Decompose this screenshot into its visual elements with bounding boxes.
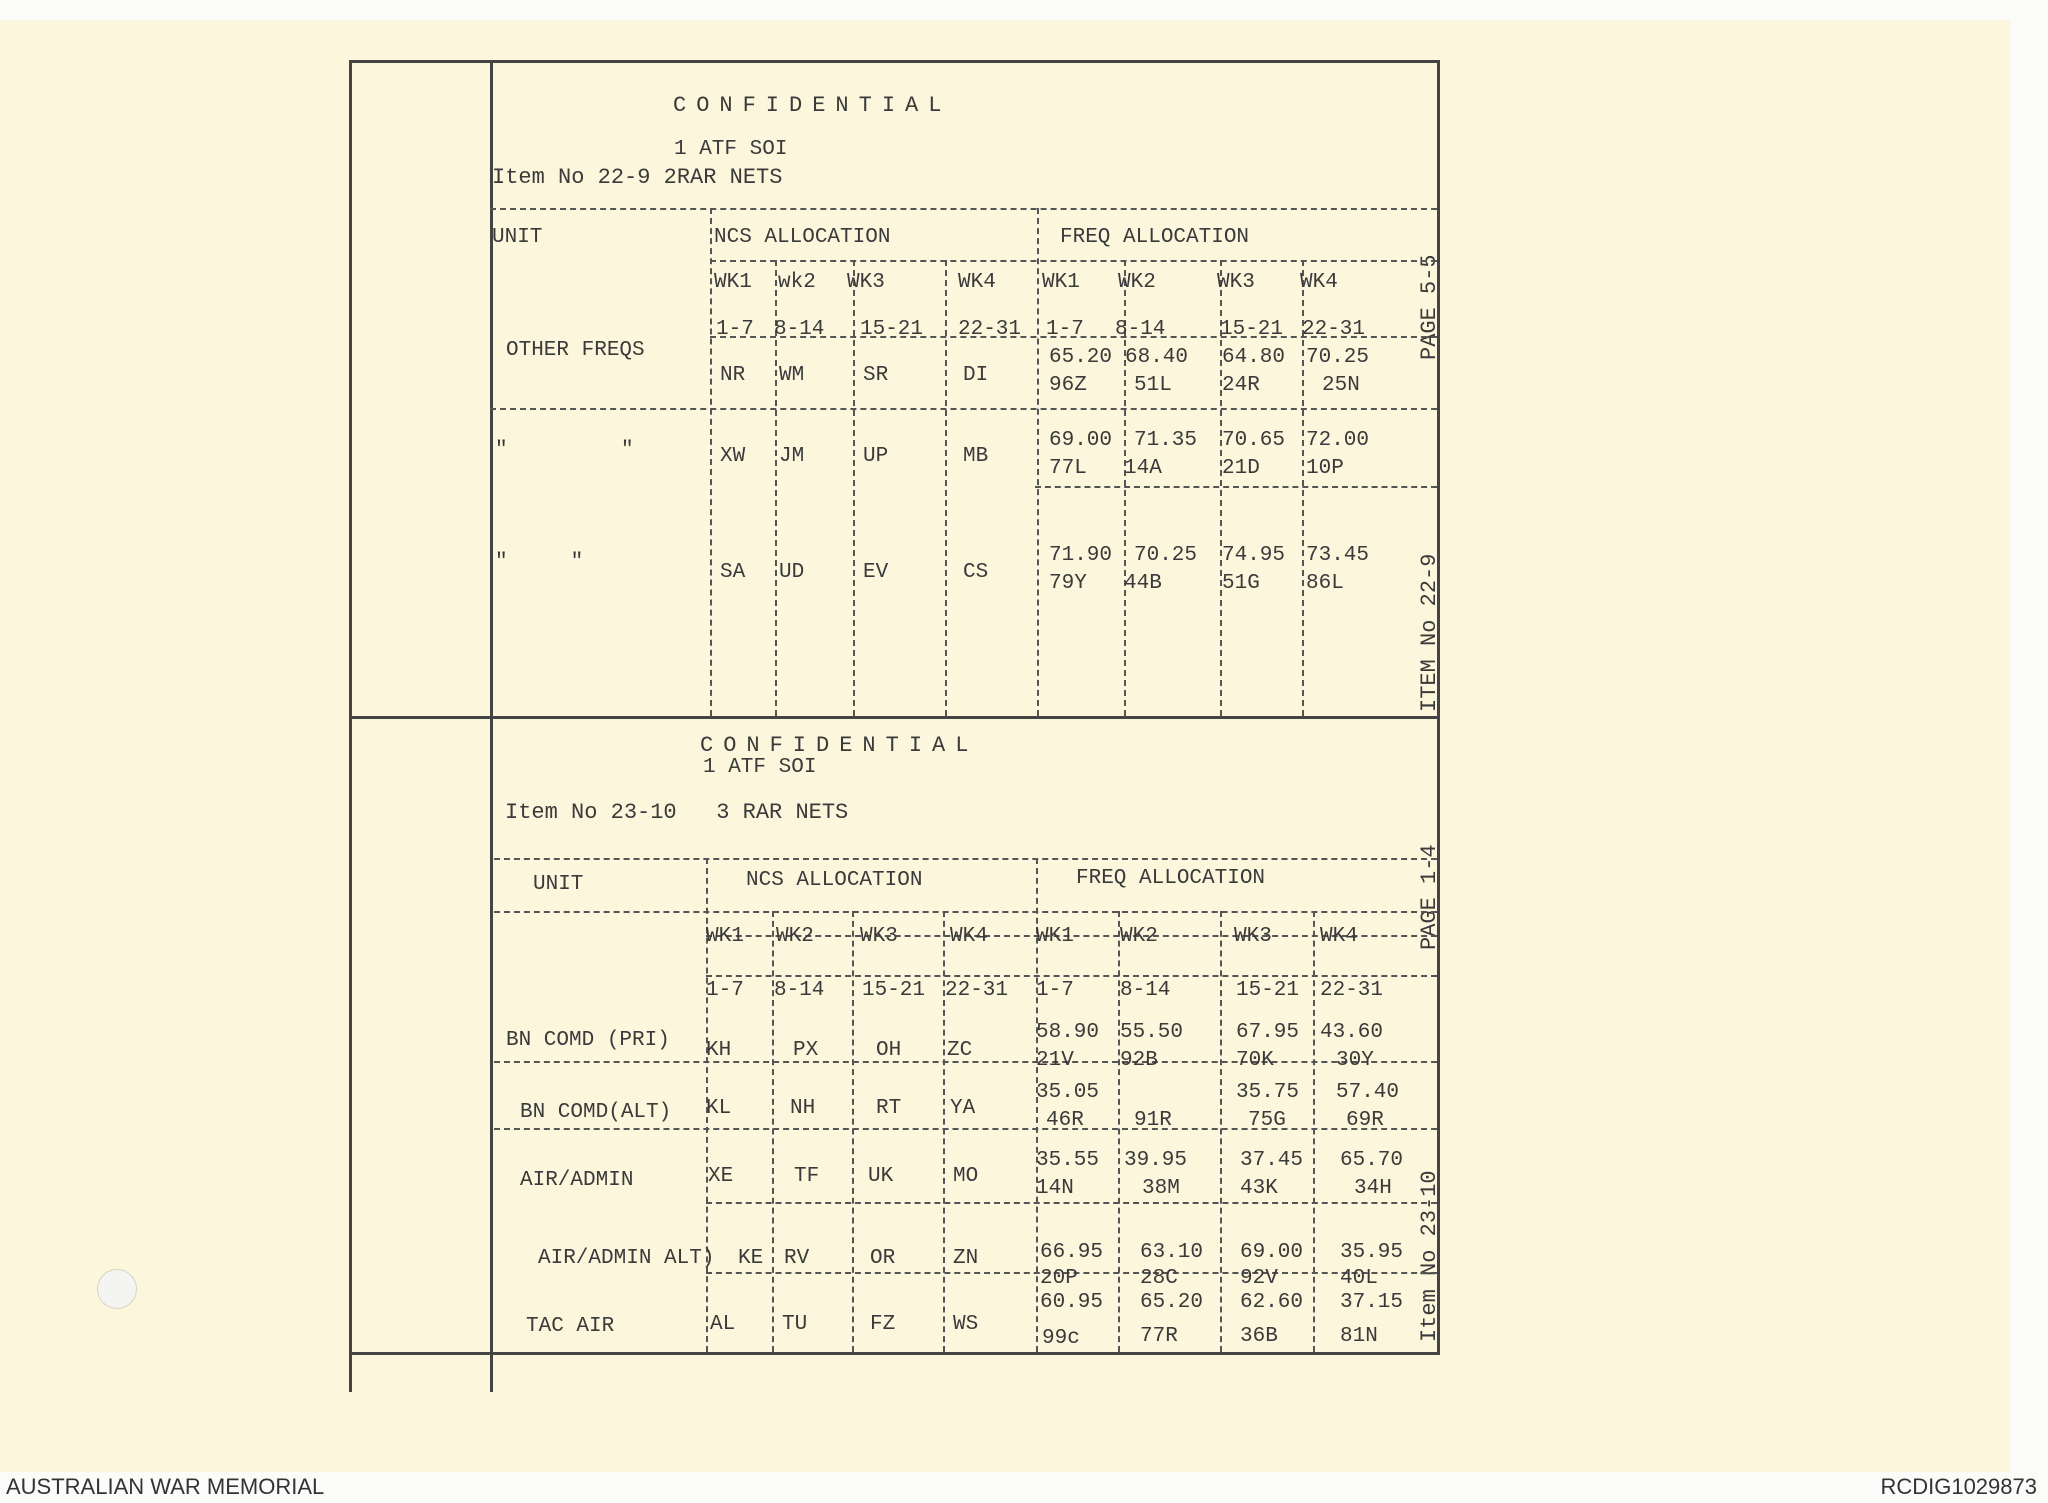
s2-r2-f3: 35.75 bbox=[1236, 1081, 1300, 1104]
s2-r1-c1: 21V bbox=[1036, 1049, 1074, 1072]
s1-r3-f3: 74.95 bbox=[1222, 544, 1286, 567]
s2-r1-unit: BN COMD (PRI) bbox=[506, 1029, 670, 1052]
s1-header-ncs: NCS ALLOCATION bbox=[714, 226, 891, 249]
s2-r2-n4: YA bbox=[950, 1097, 976, 1120]
s2-r3-n2: TF bbox=[794, 1165, 820, 1188]
s1-r3-c2: 44B bbox=[1124, 572, 1162, 595]
s1-r2-c1: 77L bbox=[1049, 457, 1087, 480]
s1-col-n3 bbox=[853, 260, 855, 716]
s2-r2-c3: 75G bbox=[1248, 1109, 1286, 1132]
s1-line-row1 bbox=[490, 408, 1437, 410]
s1-r1-c4: 25N bbox=[1322, 374, 1360, 397]
s1-day-n2: 8-14 bbox=[774, 318, 825, 341]
s1-r3-f4: 73.45 bbox=[1306, 544, 1370, 567]
s1-week-n3: WK3 bbox=[847, 271, 885, 294]
s1-week-f1: WK1 bbox=[1042, 271, 1080, 294]
s2-r5-f4: 37.15 bbox=[1340, 1291, 1404, 1314]
s2-col-f4 bbox=[1313, 911, 1315, 1352]
s1-week-n2: wk2 bbox=[778, 271, 816, 294]
s2-day-f1: 1-7 bbox=[1036, 979, 1074, 1002]
s1-subheading: 1 ATF SOI bbox=[674, 138, 788, 161]
s2-r1-n1: KH bbox=[706, 1039, 732, 1062]
s1-item-title: Item No 22-9 2RAR NETS bbox=[492, 165, 783, 190]
s2-r5-n2: TU bbox=[782, 1313, 808, 1336]
s1-r2-n4: MB bbox=[963, 445, 989, 468]
s2-line-row2 bbox=[494, 1128, 1437, 1130]
s1-r3-n1: SA bbox=[720, 561, 746, 584]
s2-r2-c1: 46R bbox=[1046, 1109, 1084, 1132]
s1-col-freq bbox=[1037, 208, 1039, 716]
s2-r3-f3: 37.45 bbox=[1240, 1149, 1304, 1172]
s2-r5-unit: TAC AIR bbox=[526, 1315, 615, 1338]
s2-r4-c2: 28C bbox=[1140, 1267, 1178, 1290]
s2-item-title: Item No 23-10 3 RAR NETS bbox=[505, 800, 849, 825]
s1-r2-n2: JM bbox=[779, 445, 805, 468]
s1-r1-c3: 24R bbox=[1222, 374, 1260, 397]
s2-line-weeks bbox=[494, 911, 1437, 913]
s2-week-f2: WK2 bbox=[1120, 925, 1158, 948]
s2-heading: CONFIDENTIAL bbox=[700, 733, 979, 758]
s2-r4-c1: 20P bbox=[1040, 1267, 1078, 1290]
outer-bottom-border bbox=[349, 1352, 1439, 1355]
s1-r1-unit: OTHER FREQS bbox=[506, 339, 645, 362]
s2-week-n4: WK4 bbox=[950, 925, 988, 948]
s1-r2-n1: XW bbox=[720, 445, 746, 468]
s2-r3-c4: 34H bbox=[1354, 1177, 1392, 1200]
s2-r3-c1: 14N bbox=[1036, 1177, 1074, 1200]
s2-r2-c4: 69R bbox=[1346, 1109, 1384, 1132]
s2-r3-n1: XE bbox=[708, 1165, 734, 1188]
s1-r2-c2: 14A bbox=[1124, 457, 1162, 480]
s1-r2-f1: 69.00 bbox=[1049, 429, 1113, 452]
s1-col-unit bbox=[710, 208, 712, 716]
s2-r5-c3: 36B bbox=[1240, 1325, 1278, 1348]
s2-r4-f1: 66.95 bbox=[1040, 1241, 1104, 1264]
s1-r3-n3: EV bbox=[863, 561, 889, 584]
margin-border bbox=[490, 60, 493, 1392]
s2-r3-f1: 35.55 bbox=[1036, 1149, 1100, 1172]
s2-col-n3 bbox=[852, 911, 854, 1352]
s2-subheading: 1 ATF SOI bbox=[703, 756, 817, 779]
s1-day-f4: 22-31 bbox=[1302, 318, 1366, 341]
s2-col-f3 bbox=[1220, 911, 1222, 1352]
s1-heading: CONFIDENTIAL bbox=[673, 93, 952, 118]
s2-day-n3: 15-21 bbox=[862, 979, 926, 1002]
s1-r3-n4: CS bbox=[963, 561, 989, 584]
s1-r1-c2: 51L bbox=[1134, 374, 1172, 397]
s2-r1-f3: 67.95 bbox=[1236, 1021, 1300, 1044]
s2-r4-n4: ZN bbox=[953, 1247, 979, 1270]
document-page bbox=[0, 20, 2010, 1472]
s1-week-f3: WK3 bbox=[1217, 271, 1255, 294]
s1-r1-n1: NR bbox=[720, 364, 746, 387]
s2-day-f3: 15-21 bbox=[1236, 979, 1300, 1002]
s2-r1-f2: 55.50 bbox=[1120, 1021, 1184, 1044]
s1-r2-f4: 72.00 bbox=[1306, 429, 1370, 452]
s2-r4-f3: 69.00 bbox=[1240, 1241, 1304, 1264]
s2-r5-n1: AL bbox=[710, 1313, 736, 1336]
s1-r3-n2: UD bbox=[779, 561, 805, 584]
s1-r1-n4: DI bbox=[963, 364, 989, 387]
s2-header-unit: UNIT bbox=[533, 873, 584, 896]
s2-day-n2: 8-14 bbox=[774, 979, 825, 1002]
s2-r5-f1: 60.95 bbox=[1040, 1291, 1104, 1314]
s2-header-freq: FREQ ALLOCATION bbox=[1076, 867, 1266, 890]
footer-reference: RCDIG1029873 bbox=[1880, 1474, 2037, 1499]
s1-r2-f3: 70.65 bbox=[1222, 429, 1286, 452]
s1-r2-unit: " " bbox=[495, 439, 634, 462]
s1-header-freq: FREQ ALLOCATION bbox=[1060, 226, 1250, 249]
s1-r3-c1: 79Y bbox=[1049, 572, 1087, 595]
s2-r3-f2: 39.95 bbox=[1124, 1149, 1188, 1172]
s1-week-n4: WK4 bbox=[958, 271, 996, 294]
s1-line-weeks bbox=[710, 260, 1437, 262]
s1-r2-c3: 21D bbox=[1222, 457, 1260, 480]
outer-left-border bbox=[349, 60, 352, 1392]
s2-day-n1: 1-7 bbox=[706, 979, 744, 1002]
s2-r3-n3: UK bbox=[868, 1165, 894, 1188]
s2-r1-c4: 30Y bbox=[1336, 1049, 1374, 1072]
s2-side-item: Item No 23-10 bbox=[1417, 1170, 1442, 1342]
s2-r1-f1: 58.90 bbox=[1036, 1021, 1100, 1044]
s2-r2-f4: 57.40 bbox=[1336, 1081, 1400, 1104]
s1-header-unit: UNIT bbox=[492, 226, 543, 249]
s2-day-f4: 22-31 bbox=[1320, 979, 1384, 1002]
s2-week-f4: WK4 bbox=[1320, 925, 1358, 948]
s1-day-n4: 22-31 bbox=[958, 318, 1022, 341]
s1-side-item: ITEM No 22-9 bbox=[1417, 553, 1442, 712]
s2-r5-f3: 62.60 bbox=[1240, 1291, 1304, 1314]
s2-r4-n1: KE bbox=[738, 1247, 764, 1270]
s1-r1-f3: 64.80 bbox=[1222, 346, 1286, 369]
s2-r5-n4: WS bbox=[953, 1313, 979, 1336]
s2-r3-f4: 65.70 bbox=[1340, 1149, 1404, 1172]
outer-top-border bbox=[349, 60, 1439, 63]
s2-r4-n2: RV bbox=[784, 1247, 810, 1270]
s2-r1-n3: OH bbox=[876, 1039, 902, 1062]
s2-r2-unit: BN COMD(ALT) bbox=[520, 1101, 672, 1124]
s2-line-row3 bbox=[706, 1202, 1437, 1204]
s2-r5-n3: FZ bbox=[870, 1313, 896, 1336]
s2-r1-c2: 92B bbox=[1120, 1049, 1158, 1072]
s1-r3-c3: 51G bbox=[1222, 572, 1260, 595]
s1-r1-n3: SR bbox=[863, 364, 889, 387]
s2-week-n2: WK2 bbox=[776, 925, 814, 948]
s1-r3-c4: 86L bbox=[1306, 572, 1344, 595]
s1-r1-f1: 65.20 bbox=[1049, 346, 1113, 369]
s2-header-ncs: NCS ALLOCATION bbox=[746, 869, 923, 892]
s1-side-page: PAGE 5-5 bbox=[1417, 254, 1442, 360]
s2-line-top bbox=[494, 858, 1437, 860]
s1-r1-f2: 68.40 bbox=[1125, 346, 1189, 369]
s2-r4-f2: 63.10 bbox=[1140, 1241, 1204, 1264]
s2-r5-f2: 65.20 bbox=[1140, 1291, 1204, 1314]
s2-r2-n2: NH bbox=[790, 1097, 816, 1120]
s2-week-f3: WK3 bbox=[1234, 925, 1272, 948]
s1-week-f4: WK4 bbox=[1300, 271, 1338, 294]
s1-week-n1: WK1 bbox=[714, 271, 752, 294]
section-divider bbox=[349, 716, 1439, 719]
s2-r5-c4: 81N bbox=[1340, 1325, 1378, 1348]
s1-col-n4 bbox=[945, 260, 947, 716]
s2-r1-n4: ZC bbox=[947, 1039, 973, 1062]
s2-r4-f4: 35.95 bbox=[1340, 1241, 1404, 1264]
s2-r4-c4: 40L bbox=[1340, 1267, 1378, 1290]
s1-r1-c1: 96Z bbox=[1049, 374, 1087, 397]
s1-day-f2: 8-14 bbox=[1115, 318, 1166, 341]
s1-r3-f1: 71.90 bbox=[1049, 544, 1113, 567]
s1-r3-unit: " " bbox=[495, 551, 584, 574]
s2-r4-c3: 92V bbox=[1240, 1267, 1278, 1290]
s1-day-f3: 15-21 bbox=[1220, 318, 1284, 341]
s1-day-n1: 1-7 bbox=[716, 318, 754, 341]
s2-week-n3: WK3 bbox=[860, 925, 898, 948]
s2-r3-unit: AIR/ADMIN bbox=[520, 1169, 634, 1192]
s2-r2-n3: RT bbox=[876, 1097, 902, 1120]
punch-hole bbox=[97, 1269, 137, 1309]
s1-r2-n3: UP bbox=[863, 445, 889, 468]
s1-r1-n2: WM bbox=[779, 364, 805, 387]
s2-week-f1: WK1 bbox=[1036, 925, 1074, 948]
s2-week-n1: WK1 bbox=[706, 925, 744, 948]
s1-r3-f2: 70.25 bbox=[1134, 544, 1198, 567]
s2-r1-c3: 70K bbox=[1236, 1049, 1274, 1072]
footer-institution: AUSTRALIAN WAR MEMORIAL bbox=[6, 1474, 325, 1499]
s2-r4-n3: OR bbox=[870, 1247, 896, 1270]
s2-r1-n2: PX bbox=[793, 1039, 819, 1062]
s2-r5-c2: 77R bbox=[1140, 1325, 1178, 1348]
s2-r2-n1: KL bbox=[706, 1097, 732, 1120]
s2-r4-unit: AIR/ADMIN ALT) bbox=[538, 1247, 715, 1270]
s2-day-n4: 22-31 bbox=[945, 979, 1009, 1002]
s1-line-row2 bbox=[1035, 486, 1437, 488]
s1-line-top bbox=[490, 208, 1437, 210]
s2-r1-f4: 43.60 bbox=[1320, 1021, 1384, 1044]
s1-r2-c4: 10P bbox=[1306, 457, 1344, 480]
s2-r5-c1: 99c bbox=[1042, 1327, 1080, 1350]
s2-r3-n4: MO bbox=[953, 1165, 979, 1188]
s1-r1-f4: 70.25 bbox=[1306, 346, 1370, 369]
s2-line-days bbox=[706, 975, 1437, 977]
s2-r3-c2: 38M bbox=[1142, 1177, 1180, 1200]
s2-r2-f1: 35.05 bbox=[1036, 1081, 1100, 1104]
s1-r2-f2: 71.35 bbox=[1134, 429, 1198, 452]
s1-day-f1: 1-7 bbox=[1046, 318, 1084, 341]
s1-day-n3: 15-21 bbox=[860, 318, 924, 341]
s1-week-f2: WK2 bbox=[1118, 271, 1156, 294]
s2-side-page: PAGE 1-4 bbox=[1417, 844, 1442, 950]
s2-r2-c2: 91R bbox=[1134, 1109, 1172, 1132]
s2-day-f2: 8-14 bbox=[1120, 979, 1171, 1002]
s2-r3-c3: 43K bbox=[1240, 1177, 1278, 1200]
